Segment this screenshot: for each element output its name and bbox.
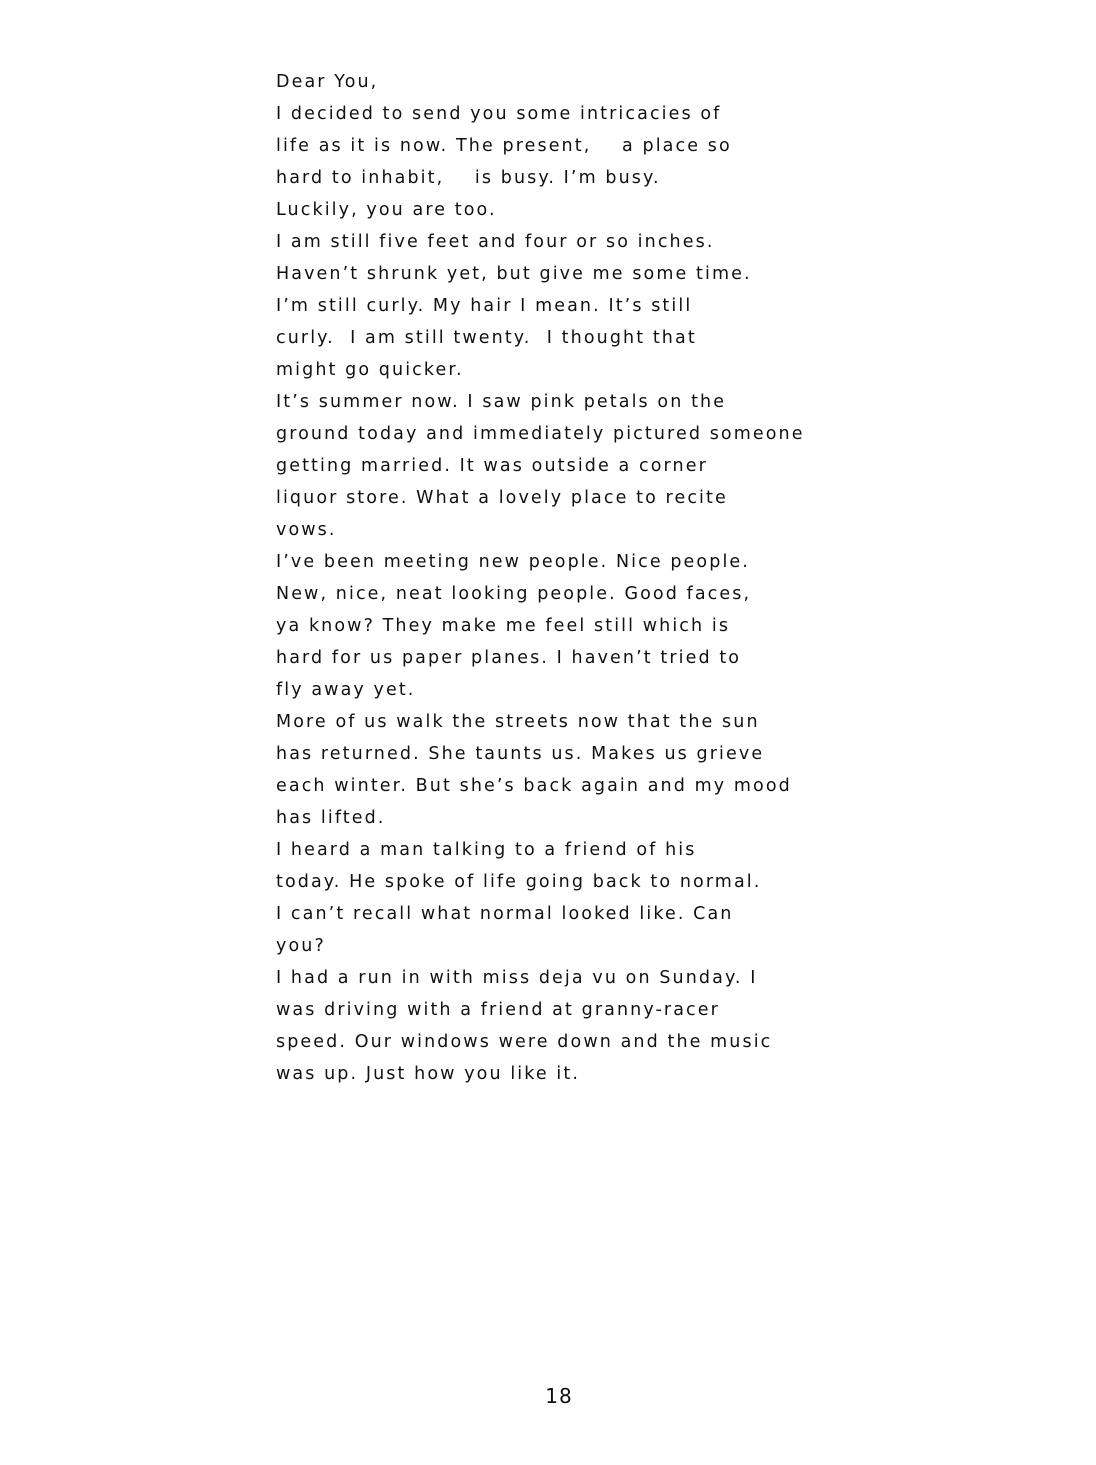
text-line: hard for us paper planes. I haven’t tried to bbox=[276, 648, 742, 668]
text-line: I’m still curly. My hair I mean. It’s still bbox=[276, 296, 693, 316]
text-line: speed. Our windows were down and the music bbox=[276, 1032, 773, 1052]
page-number: 18 bbox=[545, 1384, 573, 1408]
text-line: New, nice, neat looking people. Good faces, bbox=[276, 584, 752, 604]
text-line: you? bbox=[276, 936, 326, 956]
text-line: Luckily, you are too. bbox=[276, 200, 497, 220]
text-line: was up. Just how you like it. bbox=[276, 1064, 580, 1084]
text-line: ya know? They make me feel still which is bbox=[276, 616, 731, 636]
letter-body bbox=[276, 66, 876, 1090]
text-line: hard to inhabit, is busy. I’m busy. bbox=[276, 168, 661, 188]
paragraph-4 bbox=[276, 546, 876, 706]
salutation: Dear You, bbox=[276, 72, 379, 92]
paragraph-2 bbox=[276, 226, 876, 386]
text-line: I am still five feet and four or so inches. bbox=[276, 232, 715, 252]
text-line: fly away yet. bbox=[276, 680, 416, 700]
paragraph-6 bbox=[276, 834, 876, 962]
paragraph-1 bbox=[276, 98, 876, 226]
text-line: was driving with a friend at granny-racer bbox=[276, 1000, 720, 1020]
text-line: Haven’t shrunk yet, but give me some time. bbox=[276, 264, 752, 284]
text-line: each winter. But she’s back again and my mood bbox=[276, 776, 792, 796]
text-line: might go quicker. bbox=[276, 360, 464, 380]
text-line: I decided to send you some intricacies of bbox=[276, 104, 722, 124]
text-line: It’s summer now. I saw pink petals on the bbox=[276, 392, 727, 412]
text-line: life as it is now. The present, a place so bbox=[276, 136, 732, 156]
text-line: I heard a man talking to a friend of his bbox=[276, 840, 697, 860]
text-line: ground today and immediately pictured someone bbox=[276, 424, 805, 444]
paragraph-7 bbox=[276, 962, 876, 1090]
text-line: has returned. She taunts us. Makes us grieve bbox=[276, 744, 765, 764]
paragraph-5 bbox=[276, 706, 876, 834]
text-line: vows. bbox=[276, 520, 337, 540]
text-line: I had a run in with miss deja vu on Sunday. I bbox=[276, 968, 758, 988]
text-line: More of us walk the streets now that the sun bbox=[276, 712, 760, 732]
text-line: I can’t recall what normal looked like. Can bbox=[276, 904, 734, 924]
text-line: has lifted. bbox=[276, 808, 386, 828]
text-line: curly. I am still twenty. I thought that bbox=[276, 328, 697, 348]
text-line: getting married. It was outside a corner bbox=[276, 456, 708, 476]
text-line: liquor store. What a lovely place to recite bbox=[276, 488, 728, 508]
paragraph-3 bbox=[276, 386, 876, 546]
text-line: today. He spoke of life going back to normal. bbox=[276, 872, 762, 892]
text-line: I’ve been meeting new people. Nice people. bbox=[276, 552, 750, 572]
